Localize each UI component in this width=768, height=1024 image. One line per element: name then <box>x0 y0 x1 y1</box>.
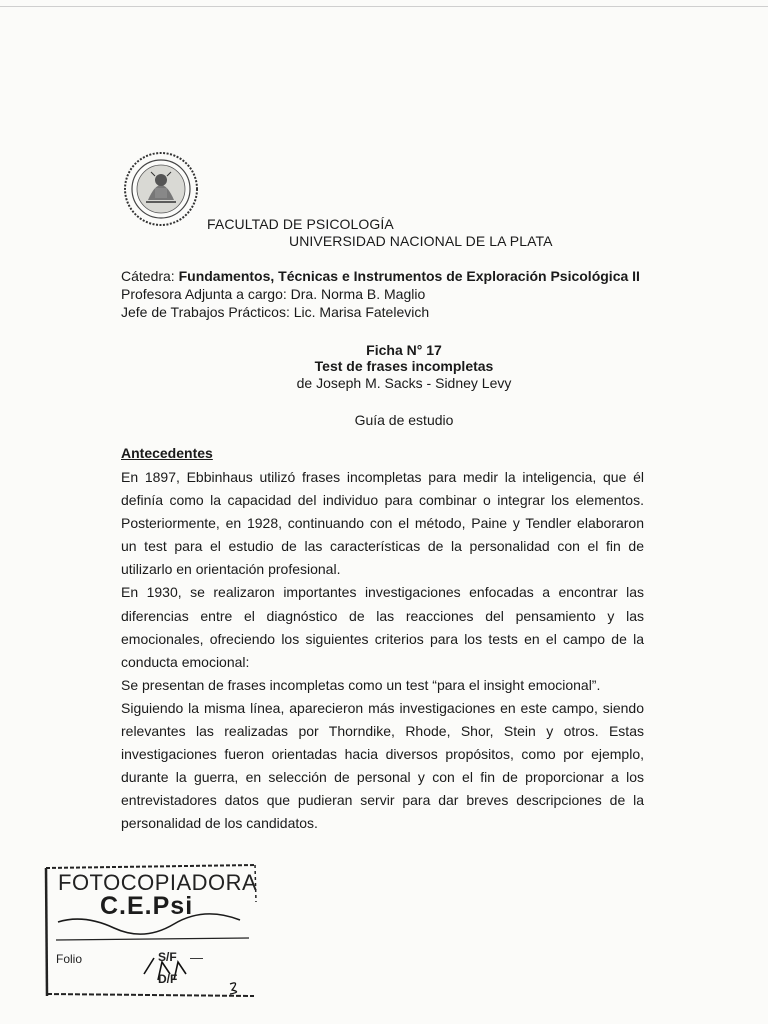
jefe-line: Jefe de Trabajos Prácticos: Lic. Marisa Fatelevich <box>121 304 430 320</box>
body-line: En 1897, Ebbinhaus utilizó frases incompletas para medir la inteligencia, que él <box>121 469 644 485</box>
body-line: definía como la capacidad del individuo para combinar o integrar los elementos. <box>121 492 644 509</box>
faculty-name: FACULTAD DE PSICOLOGÍA <box>207 216 394 232</box>
body-line: conducta emocional: <box>121 653 250 670</box>
stamp-df-label: D/F <box>158 972 178 986</box>
guide-label: Guía de estudio <box>354 412 454 428</box>
body-line: diferencias entre el diagnóstico de las reacciones del pensamiento y las <box>121 607 644 624</box>
stamp-sf-value: — <box>190 950 203 965</box>
scan-edge-line <box>0 6 768 7</box>
body-line: relevantes las realizadas por Thorndike, Rhode, Shor, Stein y otros. Estas <box>121 723 644 740</box>
body-line: un test para el estudio de las características de la personalidad con el fin de <box>121 538 644 555</box>
body-line: utilizarlo en orientación profesional. <box>121 561 341 578</box>
body-line: En 1930, se realizaron importantes investigaciones enfocadas a encontrar las <box>121 584 644 601</box>
body-line: Siguiendo la misma línea, aparecieron más investigaciones en este campo, siendo <box>121 699 644 716</box>
ficha-title: Test de frases incompletas <box>314 358 494 374</box>
ficha-authors: de Joseph M. Sacks - Sidney Levy <box>296 375 512 391</box>
stamp-title: FOTOCOPIADORA <box>58 870 258 895</box>
stamp-sf-label: S/F <box>158 950 177 964</box>
body-line: Posteriormente, en 1928, continuando con el método, Paine y Tendler elaboraron <box>121 515 644 532</box>
profesora-line: Profesora Adjunta a cargo: Dra. Norma B. Maglio <box>121 286 426 302</box>
university-seal-icon <box>122 150 200 228</box>
stamp-folio-label: Folio <box>56 952 83 966</box>
ficha-number: Ficha N° 17 <box>366 342 442 358</box>
body-line: emocionales, ofreciendo los siguientes criterios para los tests en el campo de la <box>121 630 644 647</box>
body-line: Se presentan de frases incompletas como un test “para el insight emocional”. <box>121 676 601 693</box>
body-line: personalidad de los candidatos. <box>121 815 318 832</box>
catedra-label: Cátedra: <box>121 268 179 284</box>
body-paragraph <box>121 466 644 836</box>
stamp-subtitle: C.E.Psi <box>100 892 194 920</box>
section-heading: Antecedentes <box>121 445 213 461</box>
body-line: entrevistadores datos que pudieran servir para dar breves descripciones de la <box>121 792 644 809</box>
catedra-name: Fundamentos, Técnicas e Instrumentos de Exploración Psicológica II <box>178 268 640 284</box>
body-line: durante la guerra, en selección de personal y con el fin de proporcionar a los <box>121 769 644 786</box>
university-name: UNIVERSIDAD NACIONAL DE LA PLATA <box>289 233 553 249</box>
catedra-line <box>121 268 640 284</box>
body-line: investigaciones fueron orientadas hacia diversos propósitos, como por ejemplo, <box>121 746 644 763</box>
